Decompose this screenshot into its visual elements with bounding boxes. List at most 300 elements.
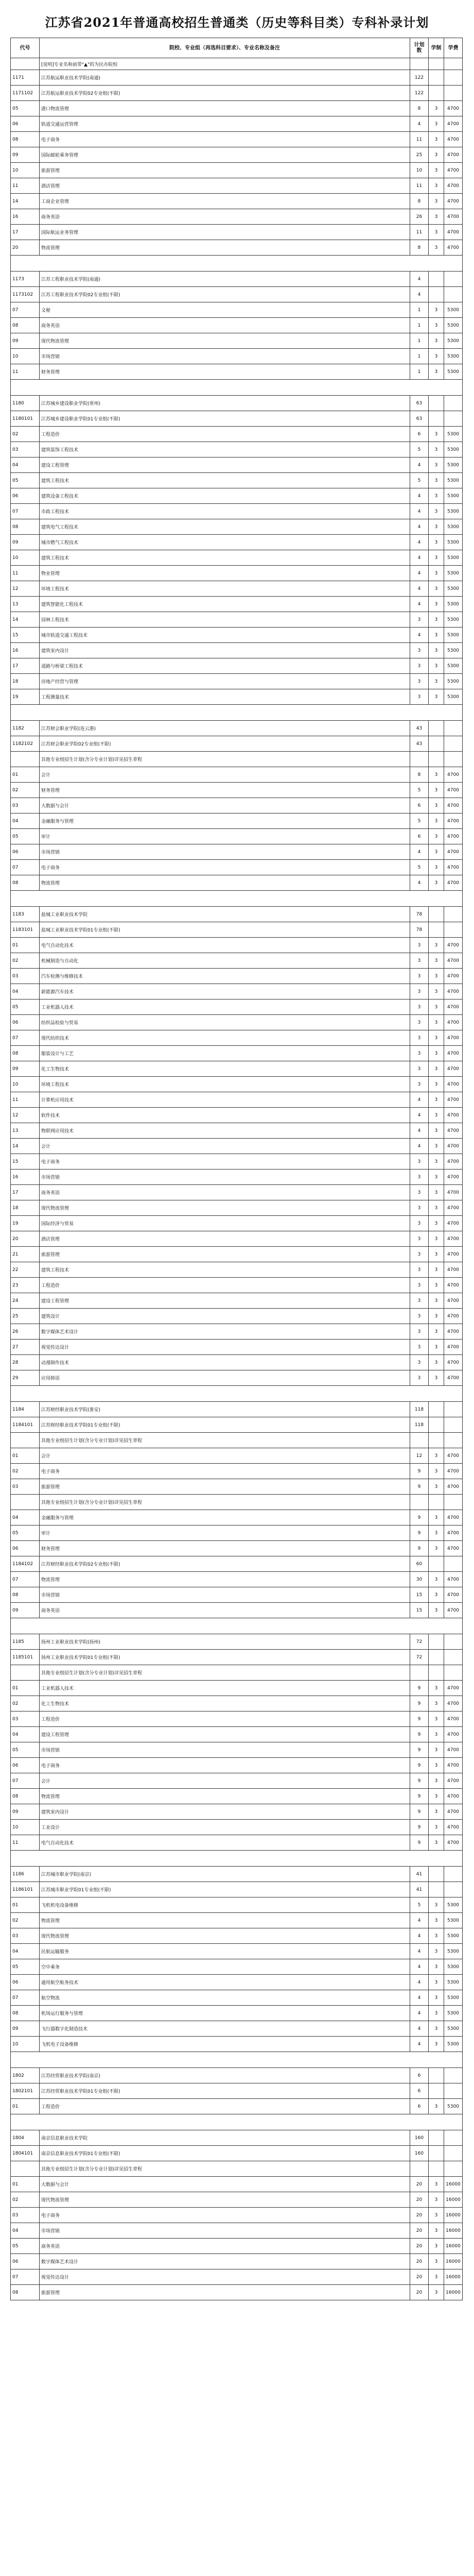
name-cell: 电子商务: [40, 1758, 410, 1773]
table-row: [11, 736, 463, 752]
spacer-row: [11, 380, 463, 396]
fee-cell: 4700: [444, 1324, 463, 1340]
table-row: [11, 473, 463, 488]
code-cell: 17: [11, 225, 40, 240]
code-cell: 09: [11, 147, 40, 163]
code-cell: 03: [11, 1479, 40, 1495]
plan-cell: 9: [410, 1727, 429, 1742]
plan-cell: [410, 1665, 429, 1681]
fee-cell: [444, 2146, 463, 2161]
name-cell: 城市轨道交通工程技术: [40, 628, 410, 643]
name-cell: 化工生物技术: [40, 1696, 410, 1711]
name-cell: 现代物流管理: [40, 2192, 410, 2208]
table-row: [11, 1990, 463, 2006]
plan-cell: 3: [410, 1278, 429, 1293]
fee-cell: 4700: [444, 1030, 463, 1046]
name-cell: 电气自动化技术: [40, 938, 410, 953]
name-cell: 旅游管理: [40, 163, 410, 178]
table-row: [11, 1572, 463, 1587]
code-cell: 08: [11, 1587, 40, 1603]
fee-cell: [444, 1867, 463, 1882]
table-row: [11, 689, 463, 705]
table-row: [11, 2208, 463, 2223]
name-cell: 酒店管理: [40, 178, 410, 194]
fee-cell: 4700: [444, 225, 463, 240]
fee-cell: 4700: [444, 1247, 463, 1262]
name-cell: 盐城工业职业技术学院: [40, 907, 410, 922]
years-cell: 3: [429, 844, 444, 860]
plan-cell: 9: [410, 1820, 429, 1835]
years-cell: 3: [429, 209, 444, 225]
years-cell: 3: [429, 2254, 444, 2269]
name-cell: 市场营销: [40, 1170, 410, 1185]
plan-cell: 6: [410, 798, 429, 814]
fee-cell: 4700: [444, 1092, 463, 1108]
plan-cell: 4: [410, 1123, 429, 1139]
name-cell: 江苏航运职业技术学院(南通): [40, 70, 410, 86]
table-row: [11, 147, 463, 163]
years-cell: 3: [429, 2099, 444, 2114]
fee-cell: 4700: [444, 783, 463, 798]
code-cell: 14: [11, 1139, 40, 1154]
table-row: [11, 1231, 463, 1247]
table-row: [11, 1108, 463, 1123]
name-cell: 园林工程技术: [40, 612, 410, 628]
years-cell: 3: [429, 999, 444, 1015]
name-cell: 江苏城市职业学院01专业组(不限): [40, 1882, 410, 1897]
years-cell: 3: [429, 1913, 444, 1928]
page-title: 江苏省2021年普通高校招生普通类（历史等科目类）专科补录计划: [45, 15, 429, 30]
plan-cell: 4: [410, 1913, 429, 1928]
code-cell: 15: [11, 628, 40, 643]
fee-cell: [444, 287, 463, 302]
table-row: [11, 1324, 463, 1340]
plan-cell: 3: [410, 1030, 429, 1046]
fee-cell: 5300: [444, 504, 463, 519]
fee-cell: 5300: [444, 2037, 463, 2052]
plan-cell: 1: [410, 349, 429, 364]
name-cell: 市场营销: [40, 349, 410, 364]
years-cell: 3: [429, 457, 444, 473]
name-cell: 现代物流管理: [40, 1200, 410, 1216]
code-cell: 22: [11, 1262, 40, 1278]
table-row: [11, 116, 463, 132]
table-row: [11, 907, 463, 922]
fee-cell: [444, 1402, 463, 1417]
fee-cell: 5300: [444, 333, 463, 349]
years-cell: 3: [429, 2192, 444, 2208]
table-row: [11, 1200, 463, 1216]
table-row: [11, 1433, 463, 1448]
plan-cell: 9: [410, 1742, 429, 1758]
plan-cell: 63: [410, 411, 429, 427]
code-cell: 02: [11, 783, 40, 798]
years-cell: 3: [429, 612, 444, 628]
name-cell: 数字媒体艺术设计: [40, 2254, 410, 2269]
table-row: [11, 1773, 463, 1789]
spacer-cell: [11, 1618, 463, 1634]
fee-cell: 5300: [444, 581, 463, 597]
code-cell: 01: [11, 938, 40, 953]
table-row: [11, 427, 463, 442]
table-row: [11, 349, 463, 364]
years-cell: 3: [429, 689, 444, 705]
table-row: [11, 1092, 463, 1108]
name-cell: 南京信息职业技术学院: [40, 2130, 410, 2146]
table-row: [11, 1061, 463, 1077]
plan-cell: 3: [410, 1216, 429, 1231]
plan-cell: 25: [410, 147, 429, 163]
years-cell: 3: [429, 1231, 444, 1247]
years-cell: 3: [429, 1835, 444, 1851]
fee-cell: [444, 1417, 463, 1433]
name-cell: 市场营销: [40, 1587, 410, 1603]
note-text: [说明]专业名称前带"▲"的为民办院校: [40, 58, 410, 70]
table-row: [11, 1247, 463, 1262]
fee-cell: [444, 1495, 463, 1510]
fee-cell: 4700: [444, 1046, 463, 1061]
plan-cell: 4: [410, 581, 429, 597]
name-cell: 江苏财会职业学院(连云港): [40, 721, 410, 736]
table-row: [11, 721, 463, 736]
table-row: [11, 287, 463, 302]
plan-cell: 3: [410, 1293, 429, 1309]
name-cell: 工程造价: [40, 2099, 410, 2114]
table-row: [11, 2239, 463, 2254]
name-cell: 江苏财会职业学院02专业组(不限): [40, 736, 410, 752]
name-cell: 建设工程管理: [40, 1727, 410, 1742]
spacer-cell: [11, 1851, 463, 1867]
code-cell: 10: [11, 349, 40, 364]
table-row: [11, 364, 463, 380]
name-cell: 物联网应用技术: [40, 1123, 410, 1139]
years-cell: [429, 411, 444, 427]
name-cell: 建筑工程技术: [40, 550, 410, 566]
years-cell: 3: [429, 984, 444, 999]
table-row: [11, 1402, 463, 1417]
code-cell: 1171: [11, 70, 40, 86]
name-cell: 建筑设备工程技术: [40, 488, 410, 504]
code-cell: 16: [11, 209, 40, 225]
name-cell: 新能源汽车技术: [40, 984, 410, 999]
code-cell: 06: [11, 1975, 40, 1990]
fee-cell: [444, 272, 463, 287]
years-cell: 3: [429, 2239, 444, 2254]
years-cell: [429, 1402, 444, 1417]
name-cell: 城市燃气工程技术: [40, 535, 410, 550]
years-cell: 3: [429, 333, 444, 349]
plan-cell: 1: [410, 318, 429, 333]
fee-cell: 16000: [444, 2269, 463, 2285]
fee-cell: 4700: [444, 844, 463, 860]
years-cell: 3: [429, 1448, 444, 1464]
fee-cell: 4700: [444, 875, 463, 891]
fee-cell: 5300: [444, 364, 463, 380]
code-cell: 03: [11, 442, 40, 457]
table-row: [11, 272, 463, 287]
years-cell: 3: [429, 302, 444, 318]
spacer-row: [11, 1386, 463, 1402]
name-cell: 现代物流管理: [40, 1928, 410, 1944]
plan-cell: 4: [410, 2037, 429, 2052]
code-cell: 20: [11, 240, 40, 256]
spacer-row: [11, 2114, 463, 2130]
fee-cell: [444, 86, 463, 101]
name-cell: 江苏工程职业技术学院02专业组(不限): [40, 287, 410, 302]
code-cell: 08: [11, 318, 40, 333]
name-cell: 市场营销: [40, 2223, 410, 2239]
name-cell: 视觉传达设计: [40, 2269, 410, 2285]
plan-cell: 3: [410, 643, 429, 658]
name-cell: 建设工程管理: [40, 457, 410, 473]
code-cell: 23: [11, 1278, 40, 1293]
plan-cell: 3: [410, 953, 429, 969]
plan-cell: 11: [410, 225, 429, 240]
plan-cell: 8: [410, 194, 429, 209]
plan-cell: 9: [410, 1510, 429, 1526]
name-cell: 会计: [40, 1773, 410, 1789]
years-cell: 3: [429, 101, 444, 116]
plan-cell: 41: [410, 1882, 429, 1897]
code-cell: 09: [11, 1804, 40, 1820]
fee-cell: 4700: [444, 116, 463, 132]
years-cell: 3: [429, 1139, 444, 1154]
enrollment-plan-table: [10, 38, 463, 2300]
name-cell: 现代纺织技术: [40, 1030, 410, 1046]
fee-cell: 4700: [444, 1340, 463, 1355]
code-cell: 09: [11, 1061, 40, 1077]
code-cell: 02: [11, 1464, 40, 1479]
name-cell: 电子商务: [40, 1154, 410, 1170]
fee-cell: 5300: [444, 689, 463, 705]
name-cell: 江苏经贸职业技术学院01专业组(不限): [40, 2083, 410, 2099]
plan-cell: 3: [410, 1015, 429, 1030]
plan-cell: 3: [410, 1200, 429, 1216]
fee-cell: 4700: [444, 798, 463, 814]
plan-cell: 9: [410, 1681, 429, 1696]
plan-cell: 72: [410, 1634, 429, 1650]
fee-cell: 4700: [444, 1603, 463, 1618]
name-cell: 机场运行服务与管理: [40, 2006, 410, 2021]
years-cell: [429, 1495, 444, 1510]
name-cell: 工程造价: [40, 427, 410, 442]
code-cell: 18: [11, 674, 40, 689]
table-row: [11, 1293, 463, 1309]
name-cell: 建筑工程技术: [40, 473, 410, 488]
years-cell: 3: [429, 1758, 444, 1773]
code-cell: 09: [11, 1603, 40, 1618]
table-row: [11, 1278, 463, 1293]
name-cell: 工程造价: [40, 1711, 410, 1727]
note-code-cell: [11, 58, 40, 70]
plan-cell: 4: [410, 1944, 429, 1959]
code-cell: 02: [11, 427, 40, 442]
years-cell: [429, 396, 444, 411]
name-cell: 飞机电子设备维修: [40, 2037, 410, 2052]
fee-cell: 4700: [444, 1773, 463, 1789]
code-cell: 05: [11, 1742, 40, 1758]
years-cell: 3: [429, 1587, 444, 1603]
years-cell: 3: [429, 2037, 444, 2052]
plan-cell: 4: [410, 1928, 429, 1944]
plan-cell: 8: [410, 101, 429, 116]
years-cell: 3: [429, 2021, 444, 2037]
years-cell: 3: [429, 628, 444, 643]
code-cell: 04: [11, 1510, 40, 1526]
code-cell: 14: [11, 194, 40, 209]
fee-cell: 4700: [444, 1200, 463, 1216]
note-row: [11, 58, 463, 70]
years-cell: 3: [429, 2223, 444, 2239]
plan-cell: 4: [410, 2006, 429, 2021]
years-cell: 3: [429, 783, 444, 798]
plan-cell: 43: [410, 736, 429, 752]
plan-cell: 160: [410, 2146, 429, 2161]
name-cell: 市场营销: [40, 1742, 410, 1758]
code-cell: 1180101: [11, 411, 40, 427]
header-fee: 学费: [444, 38, 463, 58]
plan-cell: 3: [410, 1077, 429, 1092]
plan-cell: 10: [410, 163, 429, 178]
years-cell: 3: [429, 116, 444, 132]
plan-cell: 4: [410, 519, 429, 535]
plan-cell: 9: [410, 1464, 429, 1479]
plan-cell: 4: [410, 287, 429, 302]
table-row: [11, 1975, 463, 1990]
fee-cell: 16000: [444, 2285, 463, 2300]
name-cell: 建筑智能化工程技术: [40, 597, 410, 612]
code-cell: 08: [11, 1789, 40, 1804]
code-cell: 1183: [11, 907, 40, 922]
plan-cell: 9: [410, 1789, 429, 1804]
plan-cell: 6: [410, 2099, 429, 2114]
table-row: [11, 1123, 463, 1139]
plan-cell: 5: [410, 860, 429, 875]
years-cell: 3: [429, 1959, 444, 1975]
table-row: [11, 396, 463, 411]
name-cell: 空中乘务: [40, 1959, 410, 1975]
table-row: [11, 814, 463, 829]
code-cell: 08: [11, 132, 40, 147]
name-cell: 环境工程技术: [40, 581, 410, 597]
code-cell: 11: [11, 178, 40, 194]
fee-cell: 4700: [444, 1170, 463, 1185]
header-code: 代号: [11, 38, 40, 58]
table-row: [11, 240, 463, 256]
code-cell: 07: [11, 1030, 40, 1046]
table-row: [11, 969, 463, 984]
code-cell: 05: [11, 2239, 40, 2254]
code-cell: [11, 1495, 40, 1510]
fee-cell: [444, 752, 463, 767]
table-row: [11, 1170, 463, 1185]
code-cell: 15: [11, 1154, 40, 1170]
table-row: [11, 1727, 463, 1742]
fee-cell: 4700: [444, 240, 463, 256]
fee-cell: 5300: [444, 2021, 463, 2037]
plan-cell: 3: [410, 1046, 429, 1061]
plan-cell: 60: [410, 1556, 429, 1572]
name-cell: 江苏财经职业技术学院02专业组(不限): [40, 1556, 410, 1572]
years-cell: [429, 1417, 444, 1433]
name-cell: 工业机器人技术: [40, 999, 410, 1015]
table-row: [11, 1897, 463, 1913]
years-cell: 3: [429, 194, 444, 209]
table-row: [11, 2161, 463, 2177]
fee-cell: 4700: [444, 1448, 463, 1464]
header-name: 院校、专业组（再选科目要求）、专业名称及备注: [40, 38, 410, 58]
fee-cell: 4700: [444, 1804, 463, 1820]
years-cell: [429, 1882, 444, 1897]
name-cell: 旅游管理: [40, 2285, 410, 2300]
fee-cell: 5300: [444, 1959, 463, 1975]
fee-cell: 4700: [444, 1355, 463, 1370]
years-cell: [429, 2068, 444, 2083]
code-cell: 1182: [11, 721, 40, 736]
fee-cell: 5300: [444, 1990, 463, 2006]
name-cell: 工业机器人技术: [40, 1681, 410, 1696]
fee-cell: 5300: [444, 442, 463, 457]
table-row: [11, 999, 463, 1015]
fee-cell: [444, 1650, 463, 1665]
table-row: [11, 597, 463, 612]
plan-cell: 6: [410, 2068, 429, 2083]
name-cell: 汽车检测与维修技术: [40, 969, 410, 984]
code-cell: 29: [11, 1370, 40, 1386]
years-cell: 3: [429, 1804, 444, 1820]
code-cell: 01: [11, 1681, 40, 1696]
fee-cell: 4700: [444, 1123, 463, 1139]
fee-cell: 5300: [444, 2006, 463, 2021]
code-cell: [11, 1665, 40, 1681]
table-row: [11, 860, 463, 875]
fee-cell: 5300: [444, 1928, 463, 1944]
code-cell: [11, 1433, 40, 1448]
table-row: [11, 209, 463, 225]
fee-cell: 5300: [444, 349, 463, 364]
years-cell: 3: [429, 566, 444, 581]
fee-cell: 5300: [444, 427, 463, 442]
code-cell: 06: [11, 488, 40, 504]
years-cell: 3: [429, 240, 444, 256]
code-cell: 09: [11, 535, 40, 550]
fee-cell: [444, 1665, 463, 1681]
table-row: [11, 1959, 463, 1975]
plan-cell: 3: [410, 1370, 429, 1386]
name-cell: 南京信息职业技术学院01专业组(不限): [40, 2146, 410, 2161]
plan-cell: 118: [410, 1402, 429, 1417]
plan-cell: [410, 1433, 429, 1448]
code-cell: 25: [11, 1309, 40, 1324]
spacer-row: [11, 2052, 463, 2068]
years-cell: 3: [429, 1247, 444, 1262]
name-cell: 商务英语: [40, 318, 410, 333]
fee-cell: 5300: [444, 318, 463, 333]
plan-cell: 9: [410, 1835, 429, 1851]
table-row: [11, 1758, 463, 1773]
name-cell: 工程测量技术: [40, 689, 410, 705]
fee-cell: 4700: [444, 1758, 463, 1773]
name-cell: 财务管理: [40, 783, 410, 798]
years-cell: [429, 86, 444, 101]
fee-cell: [444, 1882, 463, 1897]
table-row: [11, 643, 463, 658]
table-row: [11, 225, 463, 240]
name-cell: 市场营销: [40, 844, 410, 860]
plan-cell: 4: [410, 457, 429, 473]
name-cell: 商务英语: [40, 1185, 410, 1200]
plan-cell: 3: [410, 1247, 429, 1262]
